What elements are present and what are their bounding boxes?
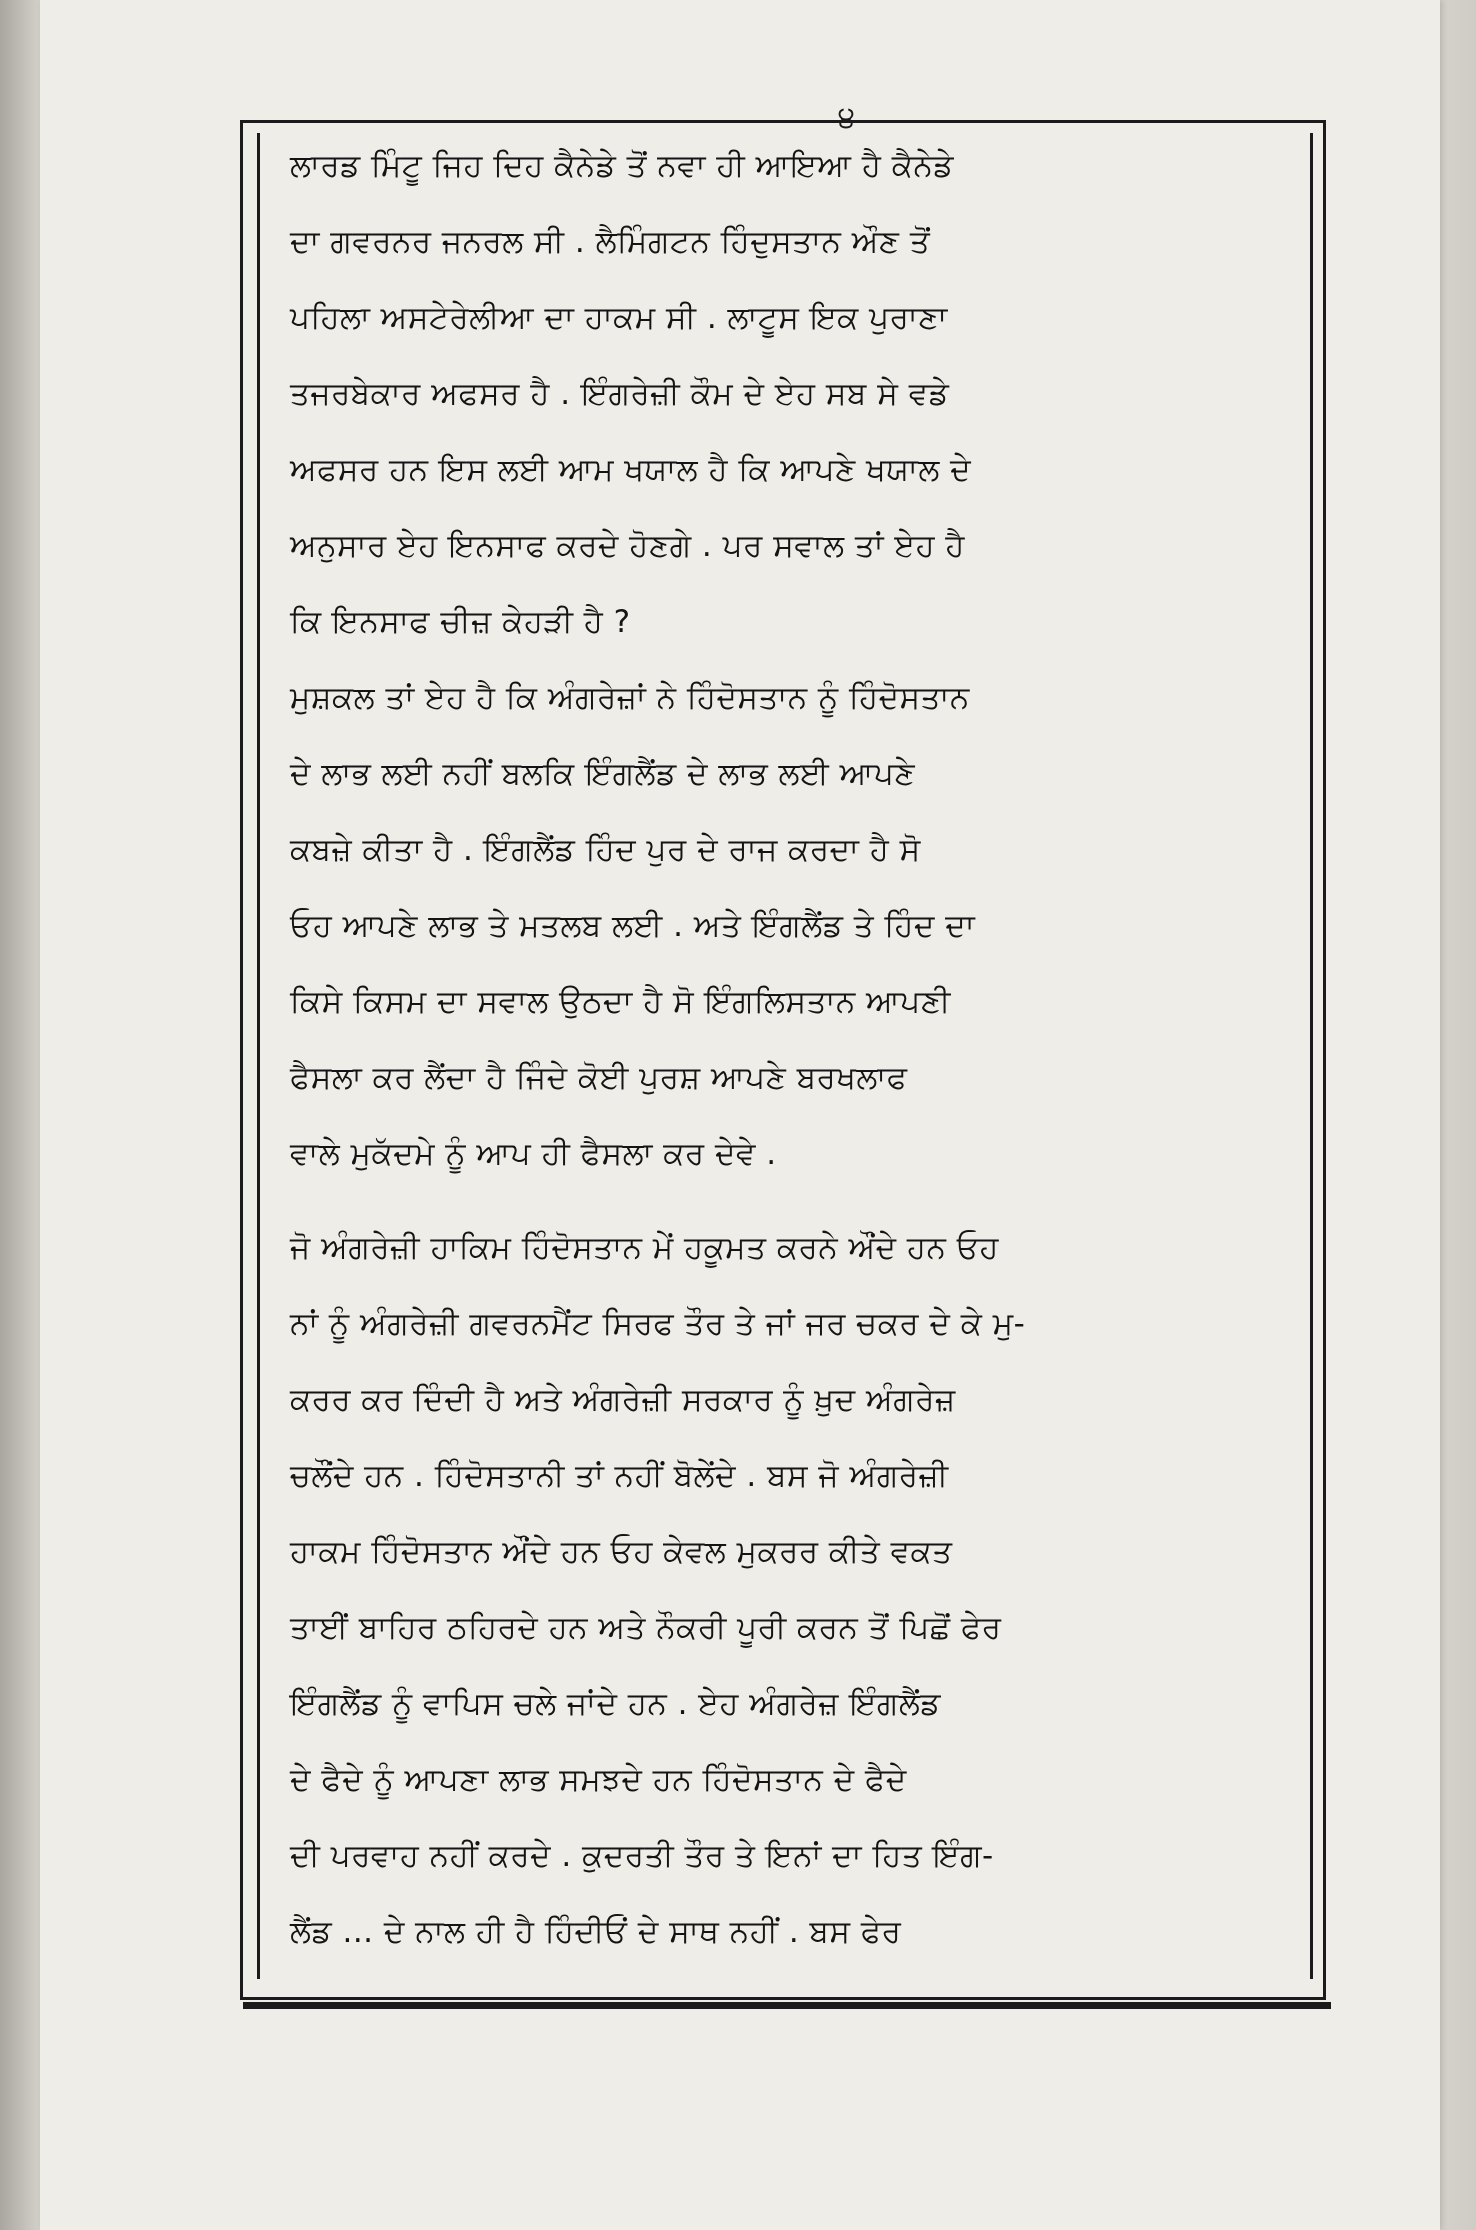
text-line: ਕਿਸੇ ਕਿਸਮ ਦਾ ਸਵਾਲ ਉਠਦਾ ਹੈ ਸੋ ਇੰਗਲਿਸਤਾਨ ਆਪਣੀ <box>290 984 951 1020</box>
text-line: ਅਫਸਰ ਹਨ ਇਸ ਲਈ ਆਮ ਖਯਾਲ ਹੈ ਕਿ ਆਪਣੇ ਖਯਾਲ ਦੇ <box>290 452 972 488</box>
bottom-rule <box>243 2002 1331 2009</box>
text-line: ਫੈਸਲਾ ਕਰ ਲੈਂਦਾ ਹੈ ਜਿੰਦੇ ਕੋਈ ਪੁਰਸ਼ ਆਪਣੇ ਬਰਖਲਾਫ <box>290 1060 908 1096</box>
text-line: ਪਹਿਲਾ ਅਸਟੇਰੇਲੀਆ ਦਾ ਹਾਕਮ ਸੀ . ਲਾਟੂਸ ਇਕ ਪੁਰਾਣਾ <box>290 300 948 336</box>
text-line: ਕਬਜ਼ੇ ਕੀਤਾ ਹੈ . ਇੰਗਲੈਂਡ ਹਿੰਦ ਪੁਰ ਦੇ ਰਾਜ ਕਰਦਾ ਹੈ ਸੋ <box>290 832 921 868</box>
text-line: ਕਰਰ ਕਰ ਦਿੰਦੀ ਹੈ ਅਤੇ ਅੰਗਰੇਜ਼ੀ ਸਰਕਾਰ ਨੂੰ ਖ਼ੁਦ ਅੰਗਰੇਜ਼ <box>290 1382 956 1418</box>
text-line: ਦੇ ਲਾਭ ਲਈ ਨਹੀਂ ਬਲਕਿ ਇੰਗਲੈਂਡ ਦੇ ਲਾਭ ਲਈ ਆਪਣੇ <box>290 756 916 792</box>
text-line: ਤਜਰਬੇਕਾਰ ਅਫਸਰ ਹੈ . ਇੰਗਰੇਜ਼ੀ ਕੌਮ ਦੇ ਏਹ ਸਬ ਸੇ ਵਡੇ <box>290 376 950 412</box>
text-line: ਅਨੁਸਾਰ ਏਹ ਇਨਸਾਫ ਕਰਦੇ ਹੋਣਗੇ . ਪਰ ਸਵਾਲ ਤਾਂ ਏਹ ਹੈ <box>290 528 965 564</box>
text-line: ਨਾਂ ਨੂੰ ਅੰਗਰੇਜ਼ੀ ਗਵਰਨਮੈਂਟ ਸਿਰਫ ਤੌਰ ਤੇ ਜਾਂ ਜਰ ਚਕਰ ਦੇ ਕੇ ਮੁ- <box>290 1306 1026 1342</box>
text-block <box>290 138 1300 1958</box>
text-line: ਤਾਈਂ ਬਾਹਿਰ ਠਹਿਰਦੇ ਹਨ ਅਤੇ ਨੌਕਰੀ ਪੂਰੀ ਕਰਨ ਤੋਂ ਪਿਛੋਂ ਫੇਰ <box>290 1610 1002 1646</box>
text-line: ਵਾਲੇ ਮੁਕੱਦਮੇ ਨੂੰ ਆਪ ਹੀ ਫੈਸਲਾ ਕਰ ਦੇਵੇ . <box>290 1136 777 1172</box>
text-line: ਮੁਸ਼ਕਲ ਤਾਂ ਏਹ ਹੈ ਕਿ ਅੰਗਰੇਜ਼ਾਂ ਨੇ ਹਿੰਦੋਸਤਾਨ ਨੂੰ ਹਿੰਦੋਸਤਾਨ <box>290 680 970 716</box>
text-line: ਲੈਂਡ ... ਦੇ ਨਾਲ ਹੀ ਹੈ ਹਿੰਦੀਓਂ ਦੇ ਸਾਥ ਨਹੀਂ . ਬਸ ਫੇਰ <box>290 1914 902 1950</box>
text-line: ਲਾਰਡ ਮਿੰਟੂ ਜਿਹ ਦਿਹ ਕੈਨੇਡੇ ਤੋਂ ਨਵਾ ਹੀ ਆਇਆ ਹੈ ਕੈਨੇਡੇ <box>290 148 954 184</box>
text-line: ਕਿ ਇਨਸਾਫ ਚੀਜ਼ ਕੇਹੜੀ ਹੈ ? <box>290 604 631 640</box>
text-line: ਦੀ ਪਰਵਾਹ ਨਹੀਂ ਕਰਦੇ . ਕੁਦਰਤੀ ਤੌਰ ਤੇ ਇਨਾਂ ਦਾ ਹਿਤ ਇੰਗ- <box>290 1838 994 1874</box>
text-line: ਦੇ ਫੈਦੇ ਨੂੰ ਆਪਣਾ ਲਾਭ ਸਮਝਦੇ ਹਨ ਹਿੰਦੋਸਤਾਨ ਦੇ ਫੈਦੇ <box>290 1762 907 1798</box>
text-line: ਇੰਗਲੈਂਡ ਨੂੰ ਵਾਪਿਸ ਚਲੇ ਜਾਂਦੇ ਹਨ . ਏਹ ਅੰਗਰੇਜ਼ ਇੰਗਲੈਂਡ <box>290 1686 941 1722</box>
text-line: ਜੋ ਅੰਗਰੇਜ਼ੀ ਹਾਕਿਮ ਹਿੰਦੋਸਤਾਨ ਮੇਂ ਹਕੂਮਤ ਕਰਨੇ ਔਂਦੇ ਹਨ ਓਹ <box>290 1230 999 1266</box>
text-line: ਚਲੌਂਦੇ ਹਨ . ਹਿੰਦੋਸਤਾਨੀ ਤਾਂ ਨਹੀਂ ਬੋਲੇਂਦੇ . ਬਸ ਜੋ ਅੰਗਰੇਜ਼ੀ <box>290 1458 949 1494</box>
text-line: ਓਹ ਆਪਣੇ ਲਾਭ ਤੇ ਮਤਲਬ ਲਈ . ਅਤੇ ਇੰਗਲੈਂਡ ਤੇ ਹਿੰਦ ਦਾ <box>290 908 976 944</box>
page-number: ੪ <box>838 100 856 135</box>
text-line: ਹਾਕਮ ਹਿੰਦੋਸਤਾਨ ਔਂਦੇ ਹਨ ਓਹ ਕੇਵਲ ਮੁਕਰਰ ਕੀਤੇ ਵਕਤ <box>290 1534 953 1570</box>
text-line: ਦਾ ਗਵਰਨਰ ਜਨਰਲ ਸੀ . ਲੈਮਿੰਗਟਨ ਹਿੰਦੁਸਤਾਨ ਔਣ ਤੋਂ <box>290 224 931 260</box>
book-spine <box>0 0 40 2230</box>
